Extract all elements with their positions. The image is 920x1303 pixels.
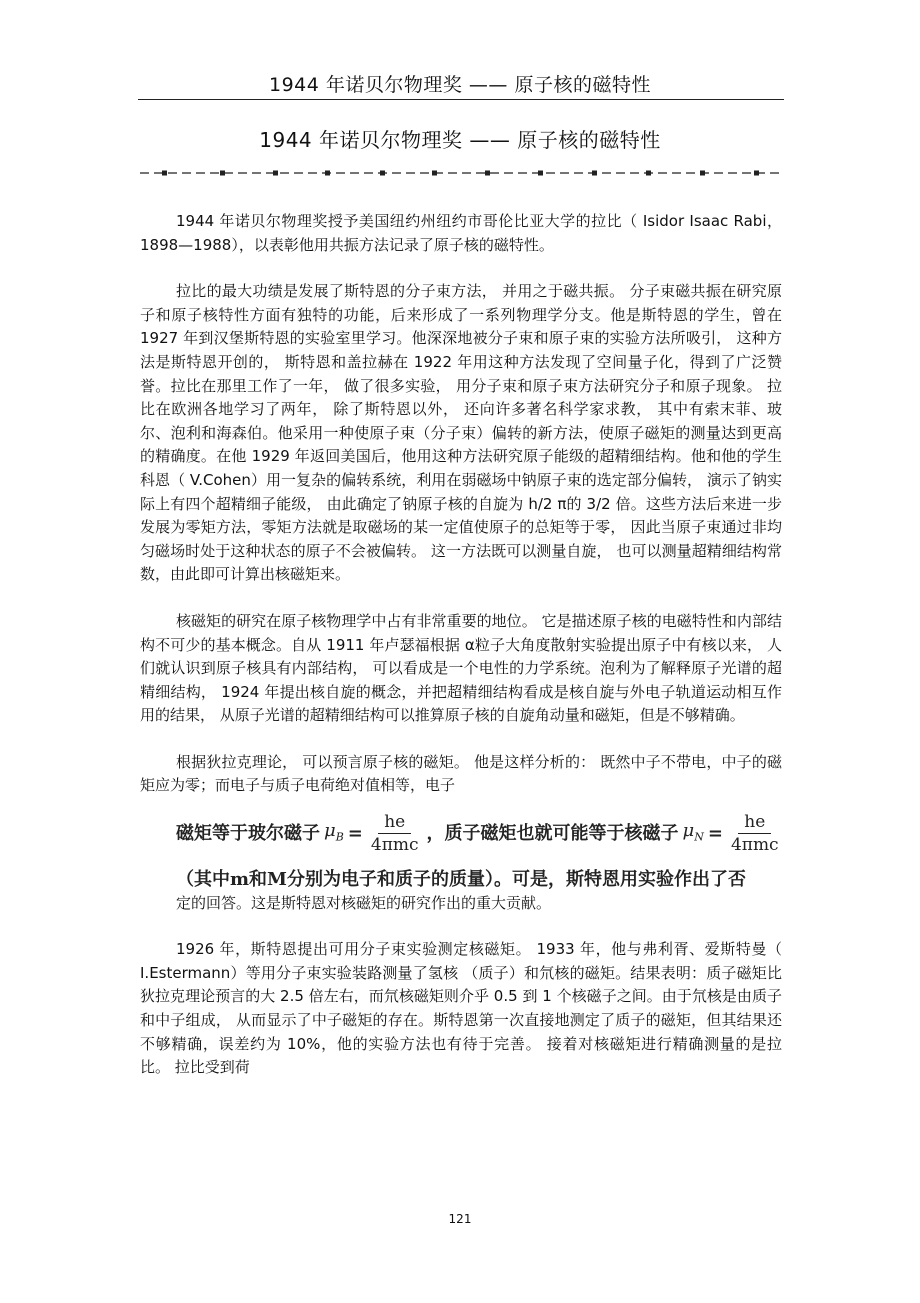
header-rule xyxy=(138,99,784,100)
paragraph-nuclear-moment: 核磁矩的研究在原子核物理学中占有非常重要的地位。 它是描述原子核的电磁特性和内部结构不可少的基本概念。自从 1911 年卢瑟福根据 α粒子大角度散射实验提出原子中有核以来， 人们就认识到原子核具有内部结构， 可以看成是一个电性的力学系统。泡利为了解释原子光谱的超精细结构， 1924 年提出核自旋的概念，并把超精细结构看成是核自旋与外电子轨道运动相互作用的结果， 从原子光谱的超精细结构可以推算原子核的自旋角动量和磁矩，但是不够精确。 xyxy=(140,611,782,725)
paragraph-rabi-work: 拉比的最大功绩是发展了斯特恩的分子束方法， 并用之于磁共振。 分子束磁共振在研究原子和原子核特性方面有独特的功能，后来形成了一系列物理学分支。他是斯特恩的学生，曾在 1927 年到汉堡斯特恩的实验室里学习。他深深地被分子束和原子束的实验方法所吸引， 这种方法是斯特恩开创的， 斯特恩和盖拉赫在 1922 年用这种方法发现了空间量子化，得到了广泛赞誉。拉比在那里工作了一年， 做了很多实验， 用分子束和原子束方法研究分子和原子现象。 拉比在欧洲各地学习了两年， 除了斯特恩以外， 还向许多著名科学家求教， 其中有索末菲、玻尔、泡利和海森伯。他采用一种使原子束（分子束）偏转的新方法，使原子磁矩的测量达到更高的精确度。在他 1929 年返回美国后，他用这种方法研究原子能级的超精细结构。他和他的学生科恩（ V.Cohen）用一复杂的偏转系统，利用在弱磁场中钠原子束的选定部分偏转， 演示了钠实际上有四个超精细子能级， 由此确定了钠原子核的自旋为 h/2 π的 3/2 倍。这些方法后来进一步发展为零矩方法，零矩方法就是取磁场的某一定值使原子的总矩等于零， 因此当原子束通过非均匀磁场时处于这种状态的原子不会被偏转。 这一方法既可以测量自旋， 也可以测量超精细结构常数，由此即可计算出核磁矩来。 xyxy=(140,282,782,584)
formula-note: （其中m和M分别为电子和质子的质量）。可是，斯特恩用实验作出了否 xyxy=(176,869,746,891)
mu-n-symbol: $\mu_N$ xyxy=(682,819,704,844)
equals-sign: = xyxy=(347,823,363,845)
fraction-denominator: 4πmc xyxy=(370,835,419,856)
fraction-numerator: he xyxy=(738,812,771,834)
fraction-nuclear xyxy=(731,812,779,856)
body-text xyxy=(140,210,782,1103)
fraction-numerator: he xyxy=(378,812,411,834)
formula-equation xyxy=(176,812,782,856)
fraction-denominator: 4πmc xyxy=(730,835,779,856)
paragraph-intro: 1944 年诺贝尔物理奖授予美国纽约州纽约市哥伦比亚大学的拉比（ Isidor Isaac Rabi， 1898—1988），以表彰他用共振方法记录了原子核的磁特性。 xyxy=(140,212,782,254)
formula-text-nuclear: ，质子磁矩也就可能等于核磁子 xyxy=(426,823,679,845)
document-title: 1944 年诺贝尔物理奖 —— 原子核的磁特性 xyxy=(259,128,661,152)
paragraph-continuation: 定的回答。这是斯特恩对核磁矩的研究作出的重大贡献。 xyxy=(176,893,552,912)
paragraph-dirac-theory: 根据狄拉克理论， 可以预言原子核的磁矩。 他是这样分析的： 既然中子不带电，中子的磁矩应为零；而电子与质子电荷绝对值相等，电子 xyxy=(140,752,782,795)
title-divider xyxy=(140,165,782,181)
formula-text-bohr: 磁矩等于玻尔磁子 xyxy=(176,823,320,845)
paragraph-stern-measurement: 1926 年，斯特恩提出可用分子束实验测定核磁矩。 1933 年，他与弗利胥、爱斯特曼（ I.Estermann）等用分子束实验装路测量了氢核 （质子）和氘核的磁矩。结果表明：质子磁矩比狄拉克理论预言的大 2.5 倍左右，而氘核磁矩则介乎 0.5 到 1 个核磁子之间。由于氘核是由质子和中子组成， 从而显示了中子磁矩的存在。斯特恩第一次直接地测定了质子的磁矩，但其结果还不够精确，误差约为 10%，他的实验方法也有待于完善。 接着对核磁矩进行精确测量的是拉比。 拉比受到荷 xyxy=(140,940,782,1077)
page-number: 121 xyxy=(448,1212,472,1226)
formula-image xyxy=(140,812,782,892)
running-header: 1944 年诺贝尔物理奖 —— 原子核的磁特性 xyxy=(269,74,651,96)
mu-b-symbol: $\mu_B$ xyxy=(324,819,344,844)
fraction-bohr xyxy=(371,812,419,856)
equals-sign: = xyxy=(707,823,723,845)
